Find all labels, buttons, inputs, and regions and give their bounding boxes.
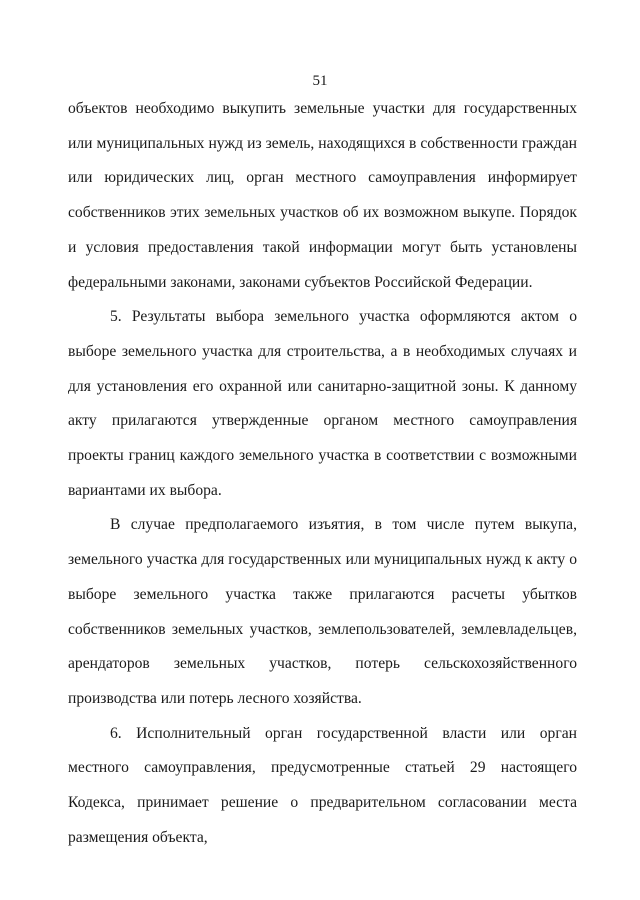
paragraph-item-6: 6. Исполнительный орган государственной власти или орган местного самоуправления, предусмотренные статьей 29 настоящего Кодекса, принимает решение о предварительном согласовании места размещения объекта, — [68, 724, 577, 846]
paragraph-continuation: объектов необходимо выкупить земельные участки для государственных или муниципальных нужд из земель, находящихся в собственности граждан или юридических лиц, орган местного самоуправления информирует собственников этих земельных участков об их возможном выкупе. Порядок и условия предоставления такой информации могут быть установлены федеральными законами, законами субъектов Российской Федерации. — [68, 100, 577, 291]
page-number: 51 — [312, 73, 328, 89]
document-body — [68, 92, 577, 855]
paragraph-item-5: 5. Результаты выбора земельного участка оформляются актом о выборе земельного участка для строительства, а в необходимых случаях и для установления его охранной или санитарно-защитной зоны. К данному акту прилагаются утвержденные органом местного самоуправления проекты границ каждого земельного участка в соответствии с возможными вариантами их выбора. — [68, 308, 577, 499]
paragraph-seizure-case: В случае предполагаемого изъятия, в том числе путем выкупа, земельного участка для государственных или муниципальных нужд к акту о выборе земельного участка также прилагаются расчеты убытков собственников земельных участков, землепользователей, землевладельцев, арендаторов земельных участков, потерь сельскохозяйственного производства или потерь лесного хозяйства. — [68, 516, 577, 707]
